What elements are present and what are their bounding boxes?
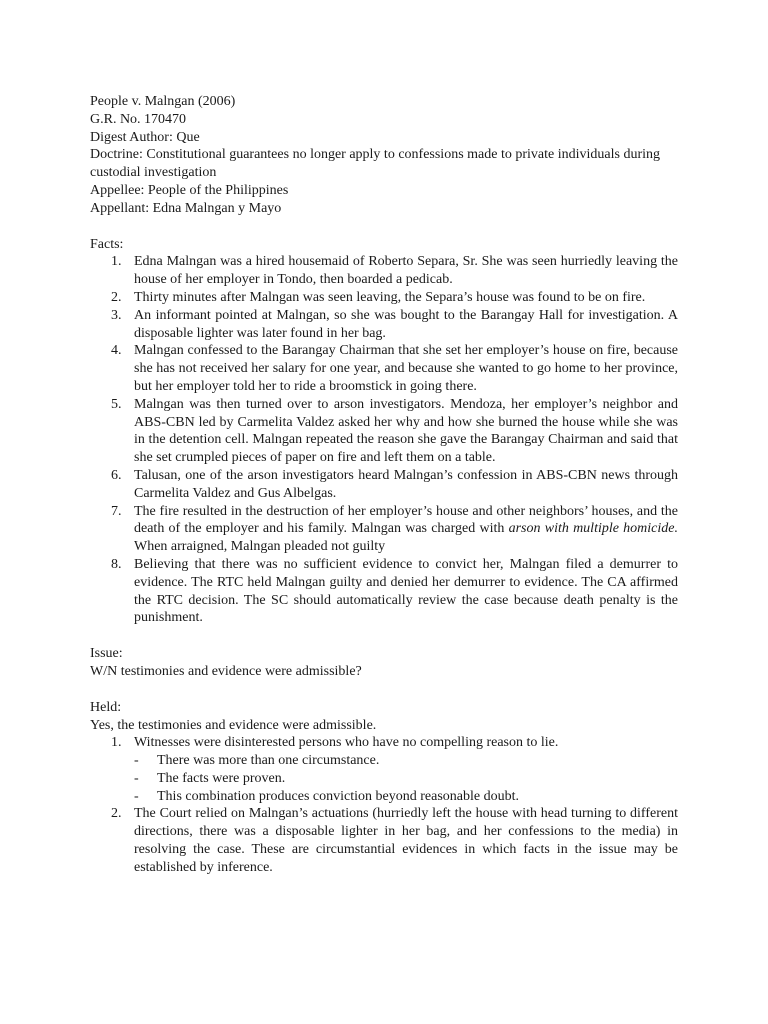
fact-text: Malngan was then turned over to arson investigators. Mendoza, her employer’s neighbor and ABS-CBN led by Carmelita Valdez asked her why and how she burned the house while she was in the detention cell. Malngan repeated the reason she gave the Barangay Chairman and said that she set crumpled pieces of paper on fire and left them on a table. [134,396,678,466]
fact-text: An informant pointed at Malngan, so she was bought to the Barangay Hall for investigation. A disposable lighter was later found in her bag. [134,307,678,341]
dash-bullet: - [134,788,139,804]
doctrine: Doctrine: Constitutional guarantees no longer apply to confessions made to private individuals during custodial investigation [90,147,660,181]
digest-author: Digest Author: Que [90,129,200,145]
issue-text: W/N testimonies and evidence were admissible? [90,663,362,679]
case-header [90,93,678,218]
facts-heading: Facts: [90,236,124,252]
fact-text: The fire resulted in the destruction of her employer’s house and other neighbors’ houses, and the death of the employer and his family. Malngan was charged with [134,503,678,537]
dash-bullet: - [134,770,139,786]
facts-list [90,253,678,627]
fact-text: Believing that there was no sufficient evidence to convict her, Malngan filed a demurrer to evidence. The RTC held Malngan guilty and denied her demurrer to evidence. The CA affirmed the RTC decision. The SC should automatically review the case because death penalty is the punishment. [134,556,678,626]
issue-heading: Issue: [90,646,123,662]
issue-section [90,645,678,681]
fact-number: 1. [111,254,122,270]
fact-item [90,467,678,503]
fact-item [90,342,678,395]
fact-item [90,556,678,627]
fact-text: Malngan confessed to the Barangay Chairman that she set her employer’s house on fire, because she has not received her salary for one year, and because she wanted to go home to her province, but her employer told her to ride a broomstick in going there. [134,343,678,394]
fact-number: 5. [111,396,122,412]
dash-bullet: - [134,753,139,769]
held-list-continued [90,805,678,876]
held-heading: Held: [90,699,122,715]
held-list [90,734,678,752]
held-intro: Yes, the testimonies and evidence were admissible. [90,717,377,733]
held-text: Witnesses were disinterested persons who have no compelling reason to lie. [134,735,559,751]
held-subitem-text: The facts were proven. [157,770,286,786]
charge-italic: arson with multiple homicide. [508,521,678,537]
held-subitem [90,770,678,788]
fact-number: 7. [111,503,122,519]
fact-number: 6. [111,467,122,483]
held-subitem [90,788,678,806]
held-sublist [90,752,678,805]
held-item [90,805,678,876]
fact-item [90,503,678,556]
appellant: Appellant: Edna Malngan y Mayo [90,200,282,216]
fact-text-after: When arraigned, Malngan pleaded not guilty [134,539,386,555]
held-number: 2. [111,806,122,822]
fact-number: 8. [111,556,122,572]
held-subitem [90,752,678,770]
fact-item [90,307,678,343]
held-number: 1. [111,735,122,751]
fact-item [90,253,678,289]
document-page [90,93,678,877]
held-subitem-text: There was more than one circumstance. [157,753,380,769]
fact-text: Edna Malngan was a hired housemaid of Roberto Separa, Sr. She was seen hurriedly leaving the house of her employer in Tondo, then boarded a pedicab. [134,254,678,288]
appellee: Appellee: People of the Philippines [90,182,289,198]
held-item [90,734,678,752]
fact-number: 2. [111,289,122,305]
gr-number: G.R. No. 170470 [90,111,187,127]
facts-section [90,236,678,628]
fact-item [90,289,678,307]
held-subitem-text: This combination produces conviction beyond reasonable doubt. [157,788,519,804]
fact-number: 4. [111,343,122,359]
fact-item [90,396,678,467]
case-title: People v. Malngan (2006) [90,94,236,109]
held-text: The Court relied on Malngan’s actuations (hurriedly left the house with head turning to different directions, there was a disposable lighter in her bag, and her confessions to the media) in resolving the case. These are circumstantial evidences in which facts in the issue may be established by inference. [134,806,678,875]
fact-text: Thirty minutes after Malngan was seen leaving, the Separa’s house was found to be on fire. [134,289,646,305]
fact-text: Talusan, one of the arson investigators heard Malngan’s confession in ABS-CBN news through Carmelita Valdez and Gus Albelgas. [134,467,678,501]
fact-number: 3. [111,307,122,323]
held-section [90,699,678,877]
